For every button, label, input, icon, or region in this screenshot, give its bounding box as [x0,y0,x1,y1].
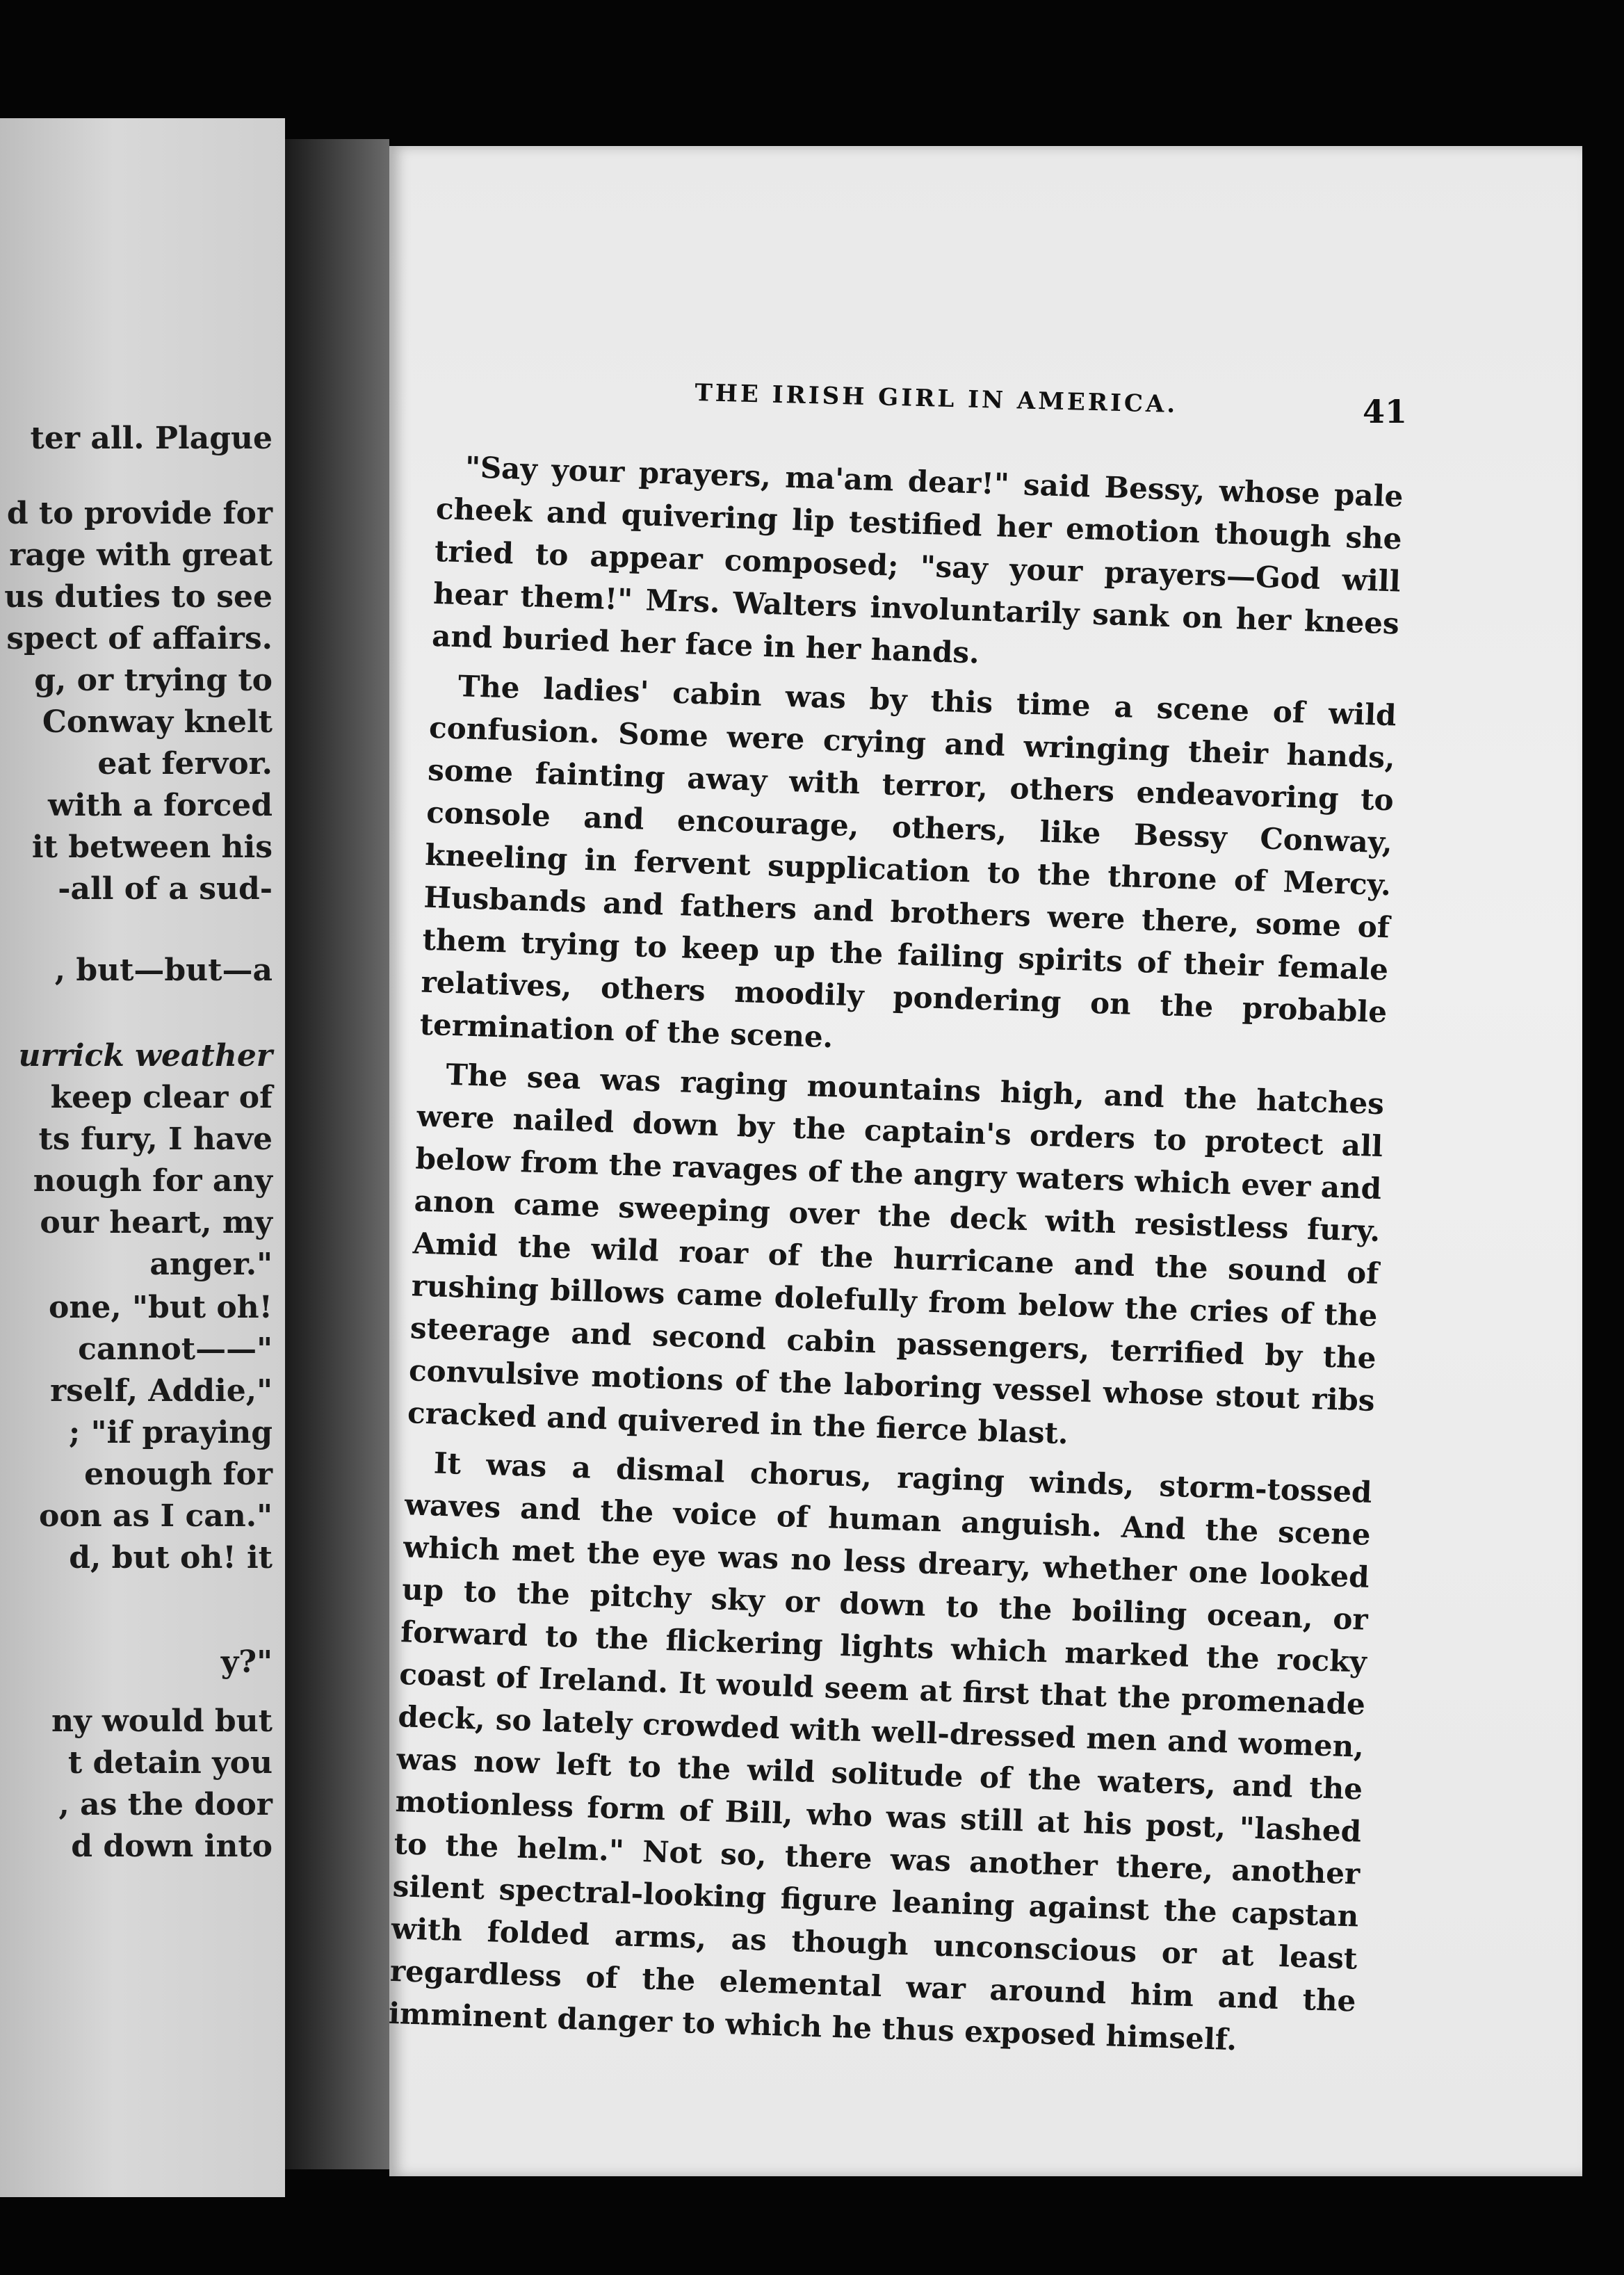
left-line: d down into [71,1829,273,1864]
left-line: with a forced [47,788,273,823]
left-line: anger." [149,1247,273,1282]
left-line: rself, Addie," [50,1373,273,1409]
left-line: ny would but [51,1703,273,1739]
left-page-text [0,118,285,2197]
left-line: -all of a sud- [58,871,273,907]
left-line: ter all. Plague [30,421,273,456]
paragraph: The ladies' cabin was by this time a scene of wild confusion. Some were crying and wringing their hands, some fainting away with terror, others endeavoring to console and encourage, others, like Bessy Conway, kneeling in fervent supplication to the throne of Mercy. Husbands and fathers and brothers were there, some of them trying to keep up the failing spirits of their female relatives, others moodily pondering on the probable termination of the scene. [419,669,1397,1055]
left-line: Conway knelt [42,704,273,740]
left-line: eat fervor. [97,746,273,782]
left-line: y?" [220,1644,273,1680]
paragraph: "Say your prayers, ma'am dear!" said Bessy, whose pale cheek and quivering lip testified her emotion though she tried to appear composed; "say your prayers—God will hear them!" Mrs. Walters involuntarily sank on her knees and buried her face in her hands. [431,450,1404,670]
left-line: enough for [84,1457,273,1492]
left-line: spect of affairs. [6,621,273,656]
left-line: our heart, my [40,1205,273,1240]
left-line: g, or trying to [34,663,273,698]
left-line: us duties to see [4,579,273,615]
left-line: , as the door [58,1787,273,1822]
left-line: one, "but oh! [49,1290,273,1325]
left-line: , but—but—a [54,953,273,988]
paragraph: The sea was raging mountains high, and the hatches were nailed down by the captain's orders to protect all below from the ravages of the angry waters which ever and anon came sweeping over the deck with resistless fury. Amid the wild roar of the hurricane and the sound of rushing billows came dolefully from below the cries of the steerage and second cabin passengers, terrified by the convulsive motions of the laboring vessel whose stout ribs cracked and quivered in the fierce blast. [407,1057,1385,1451]
left-line: oon as I can." [38,1498,273,1534]
left-line: keep clear of [50,1080,273,1115]
paragraph: It was a dismal chorus, raging winds, storm-tossed waves and the voice of human anguish. And the scene which met the eye was no less dreary, whether one looked up to the pitchy sky or down to the boiling ocean, or forward to the flickering lights which marked the rocky coast of Ireland. It would seem at first that the promenade deck, so lately crowded with well-dressed men and women, was now left to the wild solitude of the waters, and the motionless form of Bill, who was still at his post, "lashed to the helm." Not so, there was another there, another silent spectral-looking figure leaning against the capstan with folded arms, as though unconscious or at least regardless of the elemental war around him and the imminent danger to which he thus exposed himself. [388,1446,1373,2057]
left-line: cannot——" [78,1331,273,1367]
left-line: urrick weather [18,1038,273,1074]
running-head: THE IRISH GIRL IN AMERICA. [695,379,1178,419]
page-number: 41 [1363,393,1408,430]
left-line: d to provide for [6,496,273,531]
left-line: it between his [31,829,273,865]
body-text [388,445,1404,2072]
left-line: d, but oh! it [69,1540,273,1576]
left-line: rage with great [9,537,273,573]
left-page [0,118,285,2197]
left-line: t detain you [67,1745,273,1781]
left-line: ts fury, I have [38,1122,273,1157]
book-gutter [285,139,389,2169]
left-line: nough for any [33,1163,273,1199]
left-line: ; "if praying [69,1415,273,1450]
